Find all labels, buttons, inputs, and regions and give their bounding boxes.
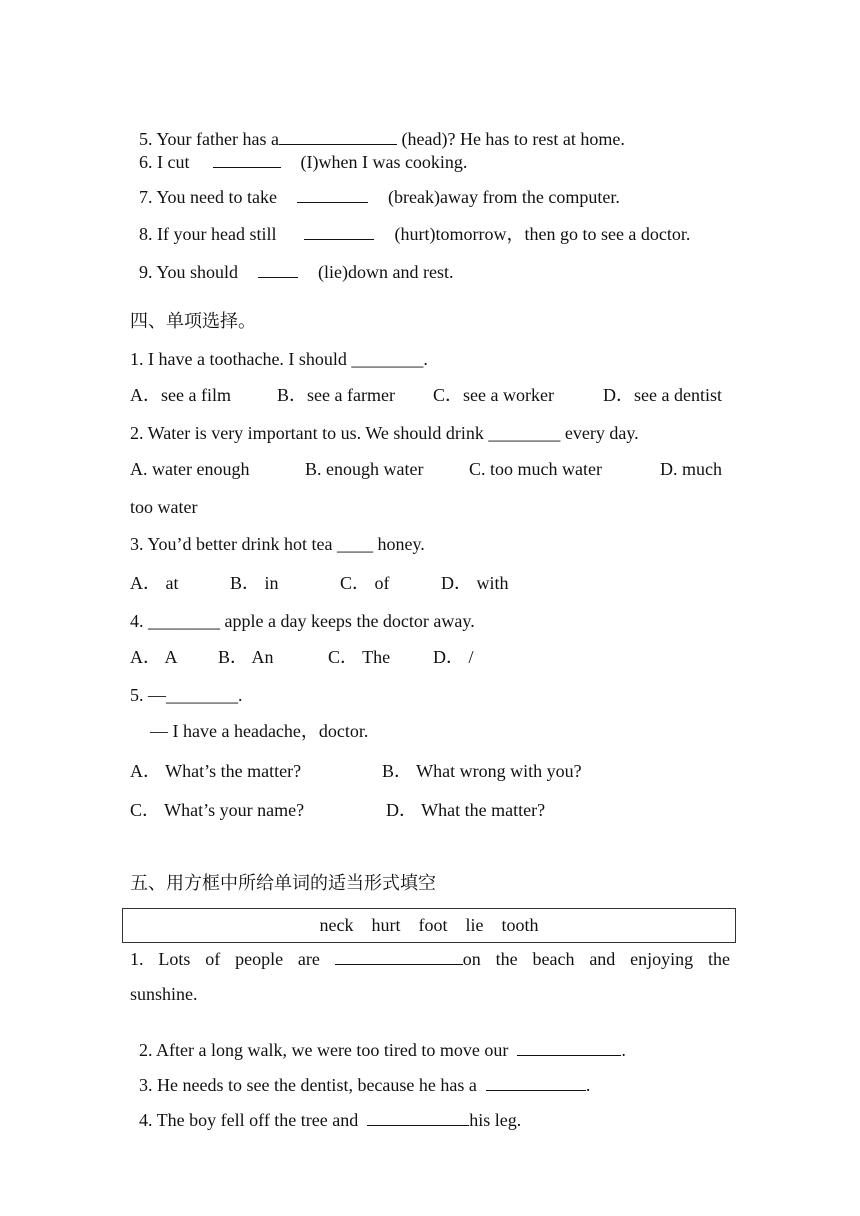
answer-blank[interactable] [367, 1109, 469, 1126]
section-heading-5: 五、用方框中所给单词的适当形式填空 [130, 873, 436, 893]
option-c[interactable]: C．see a worker [433, 385, 554, 405]
q3-9-text: 9. You should [139, 262, 239, 282]
option-d[interactable]: D． What the matter? [386, 800, 546, 820]
question-4-3: 3. You’d better drink hot tea ____ honey. [130, 534, 425, 554]
option-a[interactable]: A. water enough [130, 459, 250, 479]
period: . [621, 1040, 626, 1060]
option-d[interactable]: D． / [433, 647, 474, 667]
q5-4-text-end: his leg. [469, 1110, 522, 1130]
option-b[interactable]: B． in [230, 573, 279, 593]
answer-blank[interactable] [304, 223, 374, 240]
q5-3-text: 3. He needs to see the dentist, because he has a [139, 1075, 477, 1095]
option-c[interactable]: C． What’s your name? [130, 800, 305, 820]
question-5-1 [130, 948, 730, 970]
option-c[interactable]: C. too much water [469, 459, 602, 479]
q3-9-hint: (lie)down and rest. [318, 262, 454, 282]
q5-4-text: 4. The boy fell off the tree and [139, 1110, 359, 1130]
question-3-9 [130, 239, 454, 283]
q3-5-text: 5. Your father has a [139, 129, 279, 149]
option-d[interactable]: D． with [441, 573, 509, 593]
option-a[interactable]: A． A [130, 647, 178, 667]
period: . [585, 1075, 591, 1095]
option-d-continued: too water [130, 497, 198, 517]
option-c[interactable]: C． of [340, 573, 390, 593]
answer-blank[interactable] [258, 261, 298, 278]
q3-6-hint: (I)when I was cooking. [300, 152, 468, 172]
word-list: neck hurt foot lie tooth [319, 915, 539, 935]
question-4-4: 4. ________ apple a day keeps the doctor away. [130, 611, 475, 631]
answer-blank[interactable] [335, 948, 463, 965]
q5-2-text: 2. After a long walk, we were too tired to move our [139, 1040, 509, 1060]
option-c[interactable]: C． The [328, 647, 391, 667]
q3-8-text: 8. If your head still [139, 224, 277, 244]
question-4-1: 1. I have a toothache. I should ________. [130, 349, 428, 369]
question-4-5: 5. —________. [130, 685, 243, 705]
option-b[interactable]: B． What wrong with you? [382, 761, 582, 781]
option-a[interactable]: A． What’s the matter? [130, 761, 302, 781]
option-b[interactable]: B．see a farmer [277, 385, 395, 405]
q3-6-text: 6. I cut [139, 152, 190, 172]
word-box [122, 908, 736, 943]
q3-7-text: 7. You need to take [139, 187, 277, 207]
question-4-2: 2. Water is very important to us. We should drink ________ every day. [130, 423, 639, 443]
question-5-4 [130, 1087, 521, 1131]
q3-5-hint: (head)? He has to rest at home. [396, 129, 625, 149]
section-heading-4: 四、单项选择。 [130, 311, 256, 331]
option-d[interactable]: D. much [660, 459, 722, 479]
option-a[interactable]: A．see a film [130, 385, 231, 405]
q3-8-hint: (hurt)tomorrow，then go to see a doctor. [394, 224, 691, 244]
dialogue-reply: — I have a headache，doctor. [150, 721, 369, 741]
q5-1-text-end: on the beach and enjoying the [462, 949, 731, 969]
option-b[interactable]: B． An [218, 647, 274, 667]
q5-1-text: 1. Lots of people are [130, 949, 320, 969]
option-a[interactable]: A． at [130, 573, 179, 593]
option-b[interactable]: B. enough water [305, 459, 424, 479]
question-5-1-continued: sunshine. [130, 984, 198, 1004]
option-d[interactable]: D．see a dentist [603, 385, 722, 405]
q3-7-hint: (break)away from the computer. [388, 187, 620, 207]
